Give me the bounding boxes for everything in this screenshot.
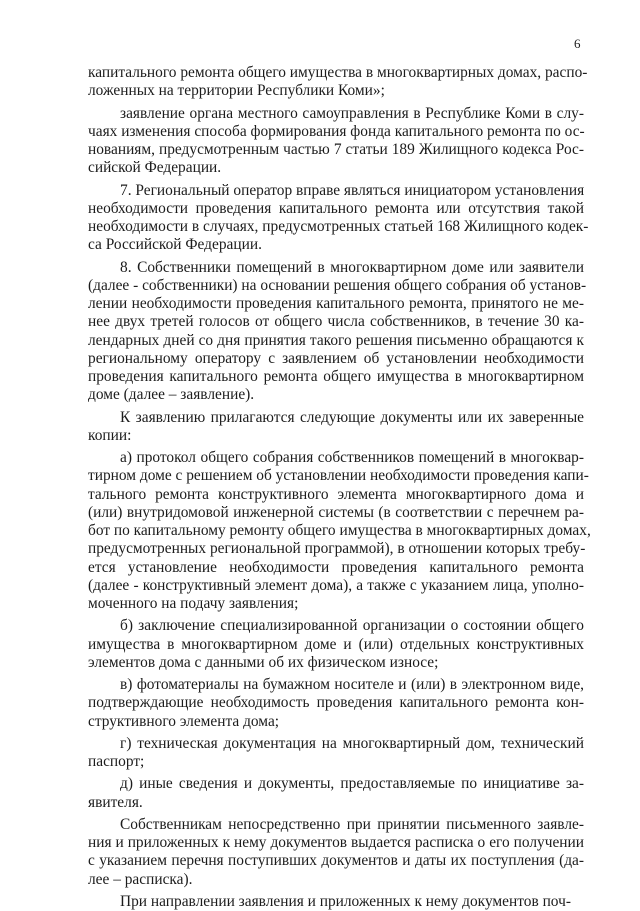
text-line: структивного элемента дома;: [88, 712, 280, 730]
text-line: лее – расписка).: [88, 870, 193, 888]
text-line: явителя.: [88, 793, 143, 811]
text-line: а) протокол общего собрания собственников помещений в многоквар-: [120, 449, 584, 466]
text-line: моченного на подачу заявления;: [88, 595, 299, 612]
text-line: 8. Собственники помещений в многоквартирном доме или заявители: [120, 258, 584, 276]
text-line: лении необходимости проведения капитального ремонта, принятого не ме-: [88, 295, 584, 312]
text-line: тирном доме с решением об установлении необходимости проведения капи-: [88, 467, 589, 485]
text-line: доме (далее – заявление).: [88, 386, 255, 404]
text-line: ется установление необходимости проведения капитального ремонта: [88, 558, 584, 576]
text-line: лендарных дней со дня принятия такого решения письменно обращаются к: [88, 331, 584, 349]
text-line: элементов дома с данными об их физическом износе;: [88, 653, 439, 671]
text-line: капитального ремонта общего имущества в многоквартирных домах, распо-: [88, 64, 588, 81]
text-line: чаях изменения способа формирования фонда капитального ремонта по ос-: [88, 122, 585, 140]
text-line: К заявлению прилагаются следующие документы или их заверенные: [120, 408, 584, 426]
page-number: 6: [574, 36, 581, 51]
document-body: [88, 64, 591, 911]
text-line: ния и приложенных к нему документов выдается расписка о его получении: [88, 834, 584, 851]
text-line: са Российской Федерации.: [88, 236, 262, 254]
text-line: (или) внутридомовой инженерной системы (в соответствии с перечнем ра-: [88, 503, 584, 521]
text-line: предусмотренных региональной программой), в отношении которых требу-: [88, 540, 586, 558]
text-line: г) техническая документация на многоквартирный дом, технический: [120, 734, 584, 752]
text-line: заявление органа местного самоуправления в Республике Коми в слу-: [120, 104, 584, 122]
text-line: сийской Федерации.: [88, 159, 222, 177]
text-line: нованиям, предусмотренным частью 7 статьи 189 Жилищного кодекса Рос-: [88, 141, 584, 158]
text-line: бот по капитальному ремонту общего имущества в многоквартирных домах,: [88, 522, 591, 539]
text-line: Собственникам непосредственно при принятии письменного заявле-: [120, 815, 584, 833]
text-line: проведения капитального ремонта общего имущества в многоквартирном: [88, 368, 584, 385]
text-line: имущества в многоквартирном доме и (или) отдельных конструктивных: [88, 635, 584, 653]
text-line: б) заключение специализированной организации о состоянии общего: [120, 617, 584, 635]
text-line: в) фотоматериалы на бумажном носителе и (или) в электронном виде,: [120, 676, 584, 693]
text-line: ложенных на территории Республики Коми»;: [88, 82, 385, 100]
text-line: 7. Региональный оператор вправе являться инициатором установления: [120, 181, 585, 199]
text-line: необходимости проведения капитального ремонта или отсутствия такой: [88, 199, 584, 217]
text-line: тального ремонта конструктивного элемента многоквартирного дома и: [88, 485, 584, 503]
text-line: нее двух третей голосов от общего числа собственников, в течение 30 ка-: [88, 313, 584, 331]
text-line: При направлении заявления и приложенных к нему документов поч-: [120, 892, 571, 910]
text-line: (далее - конструктивный элемент дома), а также с указанием лица, уполно-: [88, 576, 584, 594]
text-line: копии:: [88, 426, 132, 444]
text-line: подтверждающие необходимость проведения капитального ремонта кон-: [88, 694, 584, 712]
text-line: д) иные сведения и документы, предоставляемые по инициативе за-: [120, 775, 584, 793]
text-line: (далее - собственники) на основании решения общего собрания об установ-: [88, 276, 587, 294]
text-line: с указанием перечня поступивших документов и даты их поступления (да-: [88, 852, 584, 870]
text-line: необходимости в случаях, предусмотренных статьей 168 Жилищного кодек-: [88, 218, 589, 235]
text-line: паспорт;: [88, 753, 145, 770]
text-line: региональному оператору с заявлением об установлении необходимости: [88, 349, 584, 367]
